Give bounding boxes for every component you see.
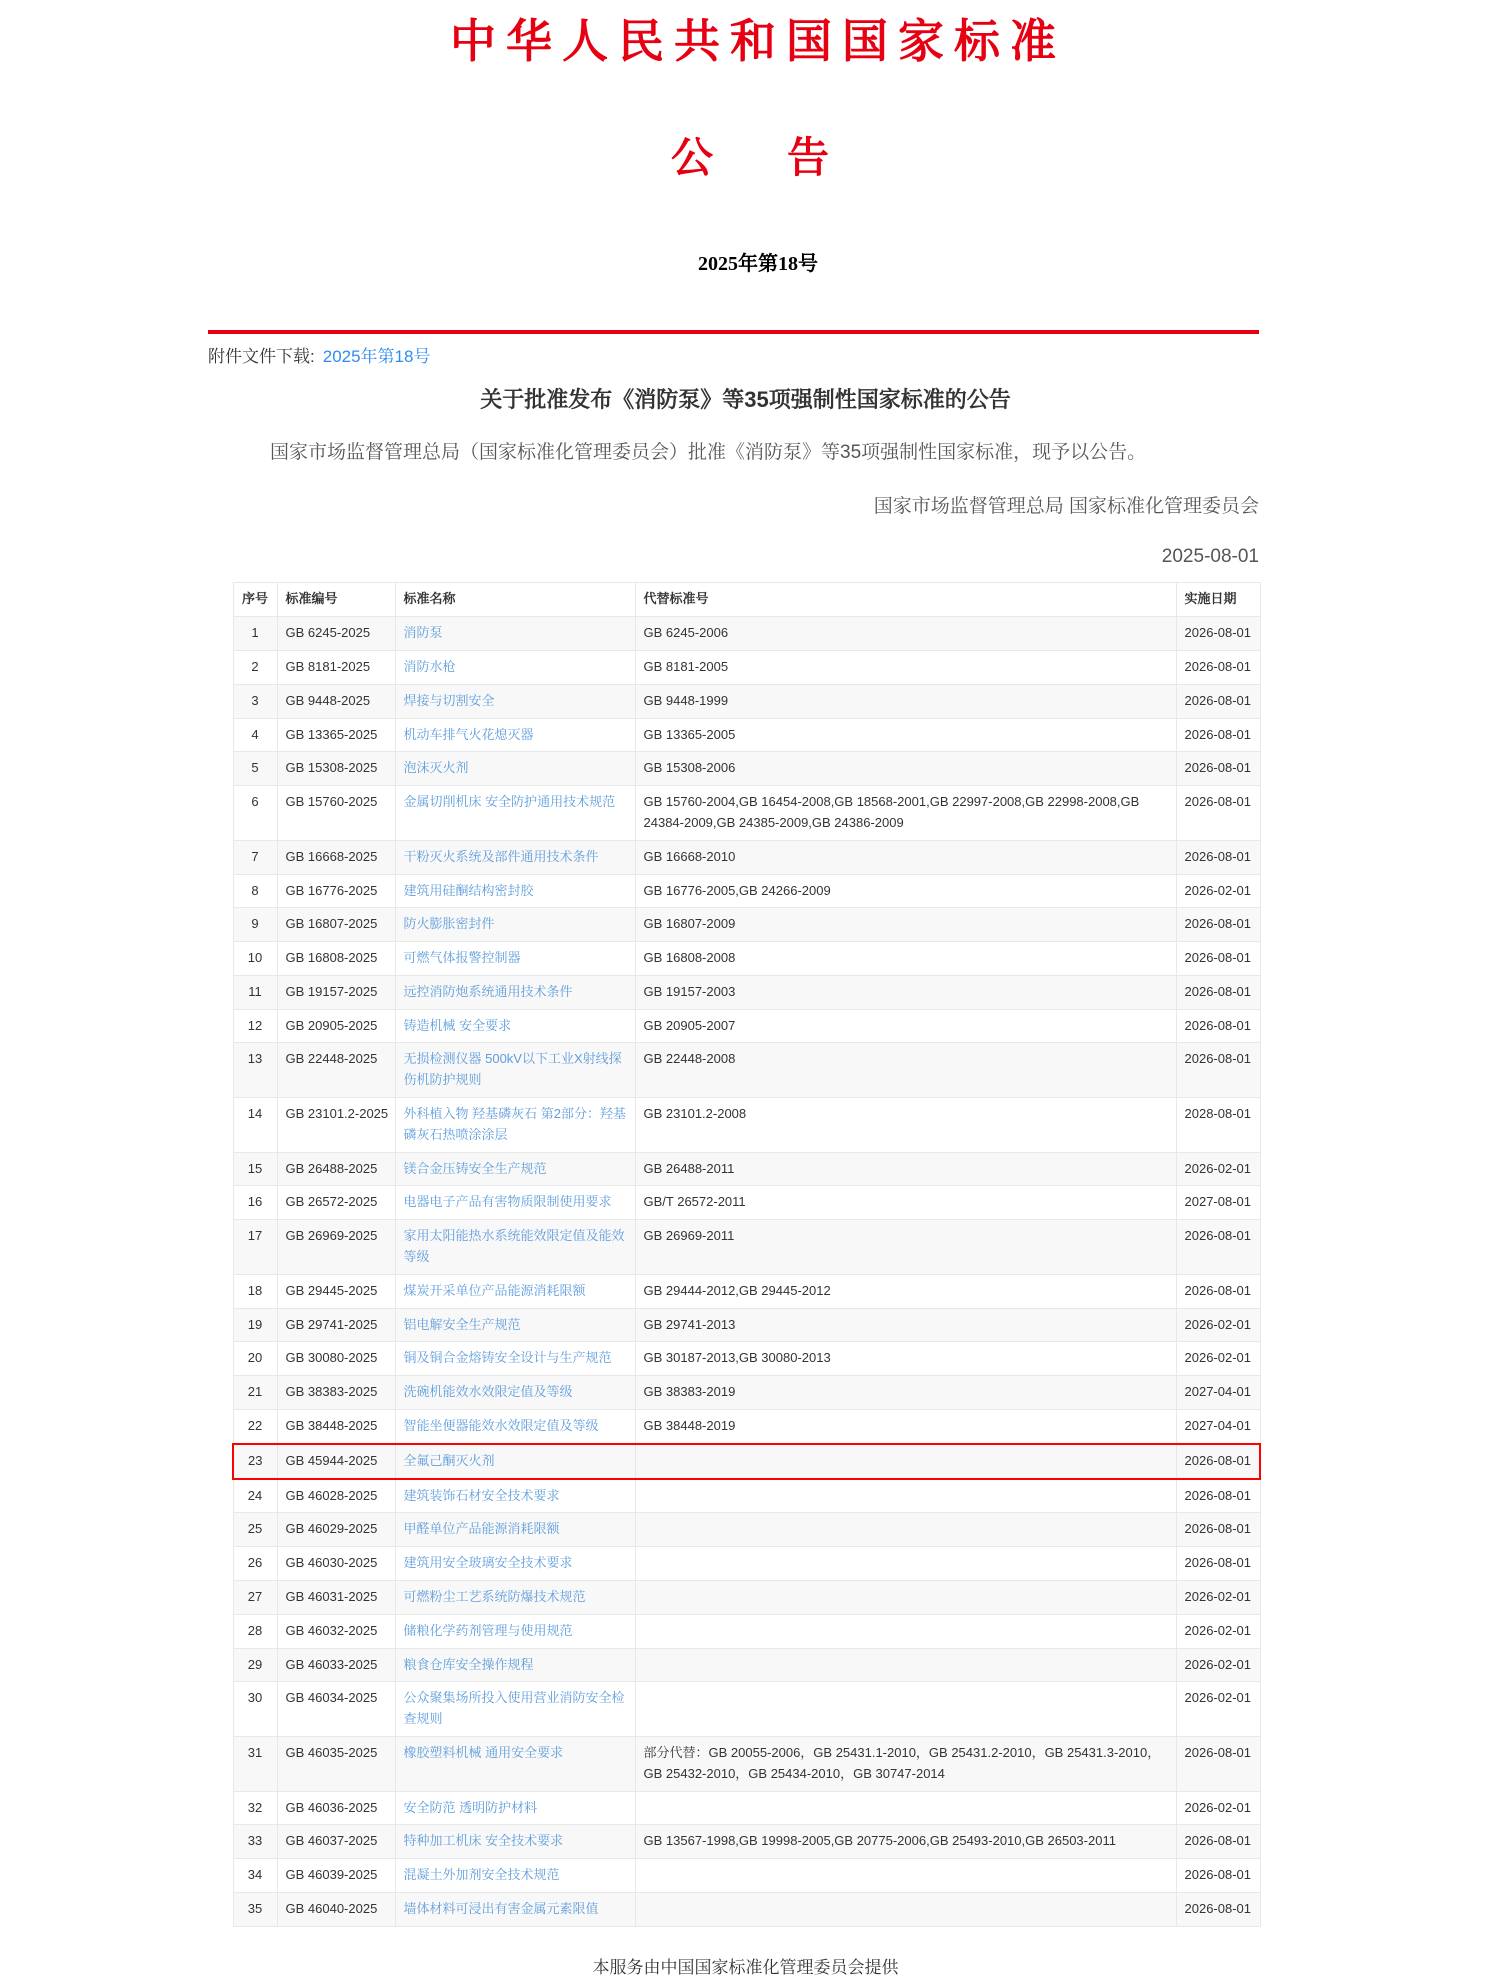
cell-name [395, 718, 635, 752]
cell-index: 27 [233, 1581, 277, 1615]
cell-index: 35 [233, 1893, 277, 1927]
table-row [233, 1098, 1260, 1153]
standard-name-link[interactable]: 消防泵 [403, 625, 443, 641]
cell-code: GB 16776-2025 [277, 874, 395, 908]
cell-code: GB 46039-2025 [277, 1859, 395, 1893]
standard-name-link[interactable]: 甲醛单位产品能源消耗限额 [403, 1521, 560, 1537]
cell-replaces: GB 9448-1999 [635, 684, 1176, 718]
cell-name [395, 1098, 635, 1153]
publish-date: 2025-08-01 [1161, 546, 1259, 568]
cell-impl-date: 2026-02-01 [1176, 1614, 1260, 1648]
standard-name-link[interactable]: 铝电解安全生产规范 [403, 1316, 521, 1332]
cell-impl-date: 2027-04-01 [1176, 1376, 1260, 1410]
col-header-index: 序号 [233, 583, 277, 617]
cell-impl-date: 2026-08-01 [1176, 650, 1260, 684]
cell-code: GB 16807-2025 [277, 908, 395, 942]
cell-impl-date: 2026-02-01 [1176, 1648, 1260, 1682]
cell-impl-date: 2026-08-01 [1176, 752, 1260, 786]
attachment-download-link[interactable]: 2025年第18号 [322, 347, 431, 367]
cell-replaces: GB 38383-2019 [635, 1376, 1176, 1410]
cell-name [395, 1614, 635, 1648]
table-row [233, 1220, 1260, 1275]
cell-name [395, 1581, 635, 1615]
cell-replaces: GB 38448-2019 [635, 1410, 1176, 1444]
table-row [233, 1186, 1260, 1220]
cell-replaces: GB 15308-2006 [635, 752, 1176, 786]
cell-impl-date: 2027-04-01 [1176, 1410, 1260, 1444]
cell-impl-date: 2026-08-01 [1176, 718, 1260, 752]
table-row [233, 1859, 1260, 1893]
cell-name [395, 1444, 635, 1479]
cell-impl-date: 2026-08-01 [1176, 617, 1260, 651]
cell-index: 22 [233, 1410, 277, 1444]
cell-index: 16 [233, 1186, 277, 1220]
table-row [233, 874, 1260, 908]
cell-replaces: GB 16668-2010 [635, 840, 1176, 874]
cell-index: 6 [233, 786, 277, 841]
cell-code: GB 20905-2025 [277, 1009, 395, 1043]
cell-code: GB 46037-2025 [277, 1825, 395, 1859]
cell-index: 5 [233, 752, 277, 786]
issuing-authorities: 国家市场监督管理总局 国家标准化管理委员会 [873, 496, 1259, 518]
cell-impl-date: 2026-08-01 [1176, 1043, 1260, 1098]
cell-index: 15 [233, 1152, 277, 1186]
cell-replaces [635, 1513, 1176, 1547]
cell-index: 13 [233, 1043, 277, 1098]
table-row [233, 1648, 1260, 1682]
cell-index: 30 [233, 1682, 277, 1737]
cell-replaces [635, 1648, 1176, 1682]
standard-name-link[interactable]: 建筑用硅酮结构密封胶 [403, 882, 534, 898]
table-header-row [233, 583, 1260, 617]
cell-name [395, 1043, 635, 1098]
standard-name-link[interactable]: 橡胶塑料机械 通用安全要求 [403, 1745, 564, 1761]
standard-name-link[interactable]: 泡沫灭火剂 [403, 760, 469, 776]
cell-replaces [635, 1791, 1176, 1825]
table-row [233, 1043, 1260, 1098]
table-row [233, 786, 1260, 841]
cell-replaces: GB 23101.2-2008 [635, 1098, 1176, 1153]
cell-replaces: GB 13365-2005 [635, 718, 1176, 752]
cell-name [395, 1152, 635, 1186]
standard-name-link[interactable]: 金属切削机床 安全防护通用技术规范 [403, 794, 616, 810]
cell-name [395, 1186, 635, 1220]
standard-name-link[interactable]: 铜及铜合金熔铸安全设计与生产规范 [403, 1350, 612, 1366]
cell-name [395, 786, 635, 841]
cell-replaces: GB 29741-2013 [635, 1308, 1176, 1342]
cell-code: GB 29741-2025 [277, 1308, 395, 1342]
cell-replaces: GB 22448-2008 [635, 1043, 1176, 1098]
table-row [233, 718, 1260, 752]
cell-impl-date: 2026-08-01 [1176, 1444, 1260, 1479]
standard-name-link[interactable]: 墙体材料可浸出有害金属元素限值 [403, 1901, 599, 1916]
cell-replaces: GB 26969-2011 [635, 1220, 1176, 1275]
cell-index: 1 [233, 617, 277, 651]
cell-name [395, 942, 635, 976]
cell-index: 18 [233, 1274, 277, 1308]
table-row [233, 752, 1260, 786]
standard-name-link[interactable]: 混凝土外加剂安全技术规范 [403, 1867, 560, 1883]
cell-impl-date: 2026-02-01 [1176, 1682, 1260, 1737]
attachment-label: 附件文件下载: [208, 347, 315, 367]
standard-name-link[interactable]: 干粉灭火系统及部件通用技术条件 [403, 848, 599, 864]
standard-name-link[interactable]: 安全防范 透明防护材料 [403, 1799, 538, 1815]
cell-code: GB 38383-2025 [277, 1376, 395, 1410]
table-row [233, 1376, 1260, 1410]
standard-name-link[interactable]: 煤炭开采单位产品能源消耗限额 [403, 1282, 586, 1298]
table-row [233, 1308, 1260, 1342]
cell-replaces [635, 1893, 1176, 1927]
standard-name-link[interactable]: 储粮化学药剂管理与使用规范 [403, 1622, 573, 1638]
announcement-title: 公 告 [670, 136, 845, 183]
cell-index: 8 [233, 874, 277, 908]
attachment-row [208, 342, 1487, 367]
cell-index: 12 [233, 1009, 277, 1043]
table-row [233, 1682, 1260, 1737]
cell-replaces: 部分代替：GB 20055-2006，GB 25431.1-2010，GB 25431.2-2010，GB 25431.3-2010，GB 25432-2010，GB 25434-2010，GB 30747-2014 [635, 1737, 1176, 1792]
table-row-highlighted [233, 1444, 1260, 1479]
cell-index: 17 [233, 1220, 277, 1275]
col-header-replaces: 代替标准号 [635, 583, 1176, 617]
announcement-heading: 关于批准发布《消防泵》等35项强制性国家标准的公告 [480, 387, 1011, 413]
col-header-code: 标准编号 [277, 583, 395, 617]
table-row [233, 684, 1260, 718]
cell-name [395, 1308, 635, 1342]
col-header-impl-date: 实施日期 [1176, 583, 1260, 617]
standard-name-link[interactable]: 洗碗机能效水效限定值及等级 [403, 1384, 573, 1400]
cell-code: GB 46040-2025 [277, 1893, 395, 1927]
cell-replaces [635, 1479, 1176, 1513]
cell-name [395, 1648, 635, 1682]
cell-code: GB 16808-2025 [277, 942, 395, 976]
standard-name-link[interactable]: 粮食仓库安全操作规程 [403, 1656, 534, 1672]
standard-name-link[interactable]: 电器电子产品有害物质限制使用要求 [403, 1194, 612, 1210]
cell-name [395, 1513, 635, 1547]
cell-name [395, 1737, 635, 1792]
table-row [233, 1009, 1260, 1043]
cell-index: 2 [233, 650, 277, 684]
cell-name [395, 1410, 635, 1444]
cell-name [395, 752, 635, 786]
cell-impl-date: 2026-02-01 [1176, 1791, 1260, 1825]
standard-name-link[interactable]: 消防水枪 [403, 658, 456, 674]
standard-name-link[interactable]: 防火膨胀密封件 [403, 916, 495, 932]
table-row [233, 1410, 1260, 1444]
table-row [233, 1791, 1260, 1825]
cell-code: GB 23101.2-2025 [277, 1098, 395, 1153]
cell-code: GB 46033-2025 [277, 1648, 395, 1682]
cell-index: 7 [233, 840, 277, 874]
cell-impl-date: 2026-08-01 [1176, 1825, 1260, 1859]
cell-replaces: GB 29444-2012,GB 29445-2012 [635, 1274, 1176, 1308]
cell-code: GB 46030-2025 [277, 1547, 395, 1581]
standard-name-link[interactable]: 外科植入物 羟基磷灰石 第2部分：羟基磷灰石热喷涂涂层 [403, 1106, 626, 1142]
cell-code: GB 30080-2025 [277, 1342, 395, 1376]
table-row [233, 1513, 1260, 1547]
cell-name [395, 684, 635, 718]
cell-code: GB 46036-2025 [277, 1791, 395, 1825]
cell-index: 31 [233, 1737, 277, 1792]
cell-index: 24 [233, 1479, 277, 1513]
cell-replaces [635, 1614, 1176, 1648]
cell-replaces: GB 19157-2003 [635, 975, 1176, 1009]
cell-replaces [635, 1581, 1176, 1615]
cell-code: GB 46034-2025 [277, 1682, 395, 1737]
issue-number: 2025年第18号 [698, 253, 818, 276]
cell-code: GB 46035-2025 [277, 1737, 395, 1792]
cell-code: GB 29445-2025 [277, 1274, 395, 1308]
cell-index: 20 [233, 1342, 277, 1376]
cell-index: 9 [233, 908, 277, 942]
cell-code: GB 26969-2025 [277, 1220, 395, 1275]
cell-index: 10 [233, 942, 277, 976]
cell-impl-date: 2026-08-01 [1176, 1479, 1260, 1513]
cell-index: 29 [233, 1648, 277, 1682]
standards-table [232, 582, 1261, 1926]
cell-name [395, 1376, 635, 1410]
cell-impl-date: 2026-08-01 [1176, 1859, 1260, 1893]
cell-code: GB 46031-2025 [277, 1581, 395, 1615]
cell-name [395, 1825, 635, 1859]
cell-index: 11 [233, 975, 277, 1009]
cell-impl-date: 2026-08-01 [1176, 975, 1260, 1009]
table-row [233, 1152, 1260, 1186]
page-title: 中华人民共和国国家标准 [450, 16, 1066, 67]
cell-replaces [635, 1682, 1176, 1737]
cell-name [395, 617, 635, 651]
cell-replaces: GB 16807-2009 [635, 908, 1176, 942]
cell-code: GB 45944-2025 [277, 1444, 395, 1479]
service-footer: 本服务由中国国家标准化管理委员会提供 [592, 1957, 899, 1977]
cell-impl-date: 2026-02-01 [1176, 1152, 1260, 1186]
cell-impl-date: 2026-08-01 [1176, 1220, 1260, 1275]
standard-name-link[interactable]: 镁合金压铸安全生产规范 [403, 1160, 547, 1176]
cell-name [395, 1220, 635, 1275]
table-row [233, 1737, 1260, 1792]
cell-index: 26 [233, 1547, 277, 1581]
cell-replaces: GB 13567-1998,GB 19998-2005,GB 20775-2006,GB 25493-2010,GB 26503-2011 [635, 1825, 1176, 1859]
cell-impl-date: 2026-08-01 [1176, 1547, 1260, 1581]
standard-name-link[interactable]: 全氟己酮灭火剂 [403, 1452, 495, 1468]
cell-index: 23 [233, 1444, 277, 1479]
cell-replaces [635, 1859, 1176, 1893]
cell-code: GB 15760-2025 [277, 786, 395, 841]
cell-impl-date: 2028-08-01 [1176, 1098, 1260, 1153]
cell-code: GB 26572-2025 [277, 1186, 395, 1220]
cell-code: GB 6245-2025 [277, 617, 395, 651]
cell-name [395, 1859, 635, 1893]
cell-code: GB 8181-2025 [277, 650, 395, 684]
cell-name [395, 1893, 635, 1927]
cell-index: 32 [233, 1791, 277, 1825]
cell-impl-date: 2026-02-01 [1176, 1342, 1260, 1376]
cell-impl-date: 2027-08-01 [1176, 1186, 1260, 1220]
cell-index: 34 [233, 1859, 277, 1893]
cell-replaces: GB 16776-2005,GB 24266-2009 [635, 874, 1176, 908]
cell-name [395, 1479, 635, 1513]
cell-code: GB 26488-2025 [277, 1152, 395, 1186]
cell-name [395, 1009, 635, 1043]
cell-replaces: GB 8181-2005 [635, 650, 1176, 684]
cell-code: GB 13365-2025 [277, 718, 395, 752]
cell-impl-date: 2026-02-01 [1176, 1308, 1260, 1342]
cell-impl-date: 2026-08-01 [1176, 684, 1260, 718]
red-divider [208, 330, 1259, 334]
cell-replaces: GB/T 26572-2011 [635, 1186, 1176, 1220]
cell-name [395, 650, 635, 684]
cell-code: GB 9448-2025 [277, 684, 395, 718]
cell-impl-date: 2026-08-01 [1176, 942, 1260, 976]
cell-index: 25 [233, 1513, 277, 1547]
cell-index: 33 [233, 1825, 277, 1859]
table-row [233, 1479, 1260, 1513]
cell-name [395, 975, 635, 1009]
standard-name-link[interactable]: 无损检测仪器 500kV以下工业X射线探伤机防护规则 [403, 1051, 622, 1088]
cell-impl-date: 2026-08-01 [1176, 1893, 1260, 1927]
cell-name [395, 908, 635, 942]
cell-replaces [635, 1547, 1176, 1581]
table-row [233, 1893, 1260, 1927]
cell-code: GB 15308-2025 [277, 752, 395, 786]
table-row [233, 1825, 1260, 1859]
cell-impl-date: 2026-08-01 [1176, 908, 1260, 942]
cell-code: GB 16668-2025 [277, 840, 395, 874]
standard-name-link[interactable]: 家用太阳能热水系统能效限定值及能效等级 [403, 1228, 625, 1265]
cell-impl-date: 2026-08-01 [1176, 786, 1260, 841]
cell-index: 4 [233, 718, 277, 752]
cell-replaces: GB 20905-2007 [635, 1009, 1176, 1043]
table-row [233, 1547, 1260, 1581]
col-header-name: 标准名称 [395, 583, 635, 617]
cell-replaces: GB 26488-2011 [635, 1152, 1176, 1186]
standard-name-link[interactable]: 机动车排气火花熄灭器 [403, 726, 534, 742]
cell-index: 19 [233, 1308, 277, 1342]
cell-index: 28 [233, 1614, 277, 1648]
cell-name [395, 1791, 635, 1825]
table-row [233, 840, 1260, 874]
cell-code: GB 38448-2025 [277, 1410, 395, 1444]
standard-name-link[interactable]: 特种加工机床 安全技术要求 [403, 1833, 564, 1849]
table-row [233, 1274, 1260, 1308]
cell-code: GB 46029-2025 [277, 1513, 395, 1547]
cell-name [395, 1682, 635, 1737]
table-row [233, 1342, 1260, 1376]
cell-name [395, 1342, 635, 1376]
cell-impl-date: 2026-08-01 [1176, 1274, 1260, 1308]
cell-impl-date: 2026-02-01 [1176, 874, 1260, 908]
standard-name-link[interactable]: 智能坐便器能效水效限定值及等级 [403, 1418, 599, 1434]
cell-replaces: GB 6245-2006 [635, 617, 1176, 651]
cell-impl-date: 2026-08-01 [1176, 840, 1260, 874]
cell-code: GB 19157-2025 [277, 975, 395, 1009]
cell-replaces: GB 15760-2004,GB 16454-2008,GB 18568-2001,GB 22997-2008,GB 22998-2008,GB 24384-2009,GB 24385-2009,GB 24386-2009 [635, 786, 1176, 841]
masthead [208, 0, 1308, 276]
cell-replaces: GB 16808-2008 [635, 942, 1176, 976]
announcement-body: 国家市场监督管理总局（国家标准化管理委员会）批准《消防泵》等35项强制性国家标准，现予以公告。 [270, 441, 1147, 463]
cell-name [395, 840, 635, 874]
standard-name-link[interactable]: 公众聚集场所投入使用营业消防安全检查规则 [403, 1690, 625, 1727]
table-row [233, 975, 1260, 1009]
cell-impl-date: 2026-08-01 [1176, 1009, 1260, 1043]
cell-impl-date: 2026-08-01 [1176, 1737, 1260, 1792]
announcement-article [232, 387, 1259, 1927]
table-row [233, 617, 1260, 651]
standard-name-link[interactable]: 可燃气体报警控制器 [403, 950, 521, 966]
cell-index: 21 [233, 1376, 277, 1410]
table-row [233, 650, 1260, 684]
cell-name [395, 874, 635, 908]
standard-name-link[interactable]: 建筑用安全玻璃安全技术要求 [403, 1555, 573, 1571]
cell-replaces [635, 1444, 1176, 1479]
cell-code: GB 46032-2025 [277, 1614, 395, 1648]
cell-replaces: GB 30187-2013,GB 30080-2013 [635, 1342, 1176, 1376]
cell-impl-date: 2026-08-01 [1176, 1513, 1260, 1547]
table-row [233, 1581, 1260, 1615]
cell-index: 3 [233, 684, 277, 718]
table-row [233, 1614, 1260, 1648]
standard-name-link[interactable]: 可燃粉尘工艺系统防爆技术规范 [403, 1589, 586, 1605]
cell-code: GB 22448-2025 [277, 1043, 395, 1098]
cell-name [395, 1547, 635, 1581]
cell-index: 14 [233, 1098, 277, 1153]
table-row [233, 908, 1260, 942]
cell-name [395, 1274, 635, 1308]
table-row [233, 942, 1260, 976]
standard-name-link[interactable]: 建筑装饰石材安全技术要求 [403, 1487, 560, 1503]
cell-impl-date: 2026-02-01 [1176, 1581, 1260, 1615]
standard-name-link[interactable]: 焊接与切割安全 [403, 692, 495, 708]
standard-name-link[interactable]: 远控消防炮系统通用技术条件 [403, 983, 573, 999]
cell-code: GB 46028-2025 [277, 1479, 395, 1513]
standard-name-link[interactable]: 铸造机械 安全要求 [403, 1017, 512, 1033]
